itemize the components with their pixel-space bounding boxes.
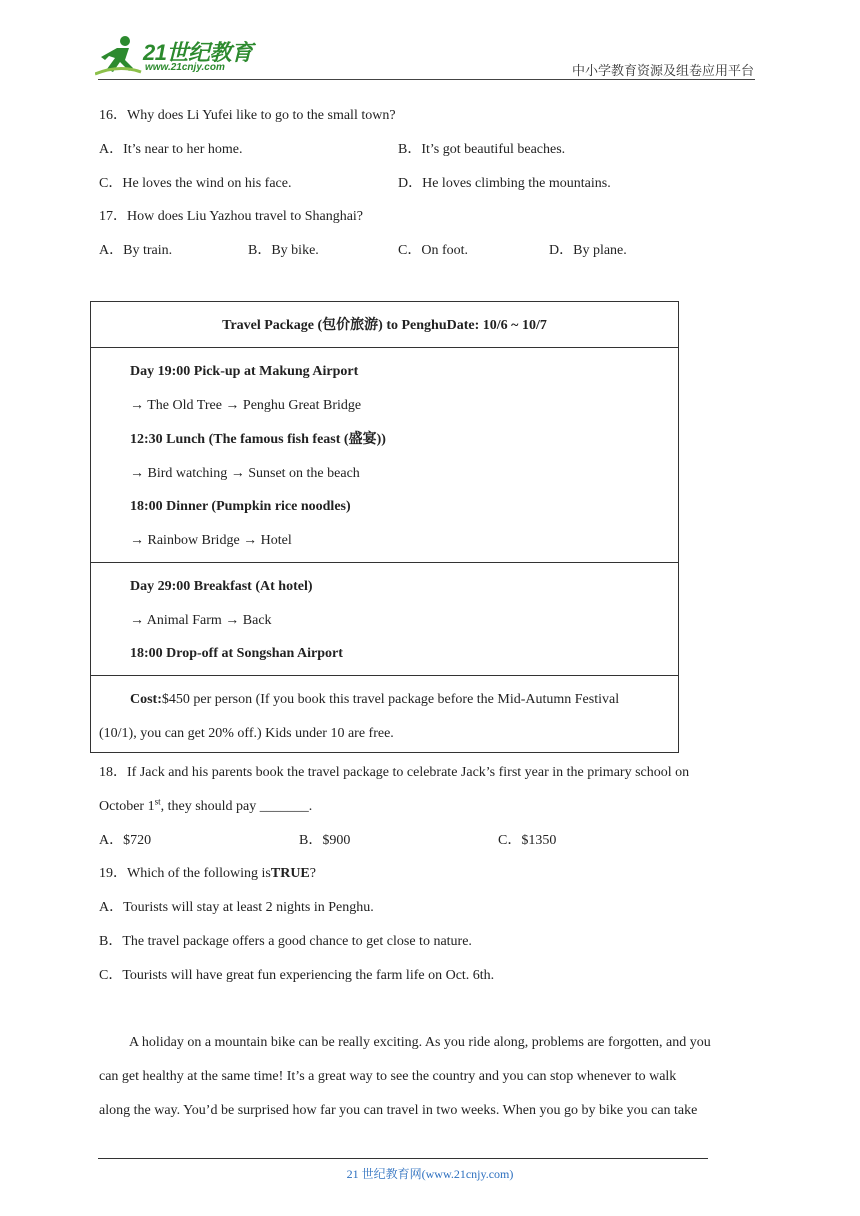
q19-option-a: A．Tourists will stay at least 2 nights in Penghu. <box>99 900 374 915</box>
day1-line: → Bird watching → Sunset on the beach <box>130 466 360 481</box>
day1-line: 12:30 Lunch (The famous fish feast (盛宴)) <box>130 432 386 447</box>
day2-line: 18:00 Drop-off at Songshan Airport <box>130 646 343 661</box>
table-row-divider <box>91 562 678 563</box>
q18-blank: , they should pay _______. <box>160 799 313 814</box>
q17-option-c: C．On foot. <box>398 243 468 258</box>
day2-line: → Animal Farm → Back <box>130 613 272 628</box>
cost-text: $450 per person (If you book this travel package before the Mid-Autumn Festival <box>161 692 620 707</box>
q19-option-b: B．The travel package offers a good chance to get close to nature. <box>99 934 472 949</box>
passage-line: along the way. You’d be surprised how far you can travel in two weeks. When you go by bike you can take <box>99 1103 698 1118</box>
day1-line: → The Old Tree → Penghu Great Bridge <box>130 398 362 413</box>
header-divider <box>98 79 755 80</box>
q16-option-d: D．He loves climbing the mountains. <box>398 176 611 191</box>
logo-url: www.21cnjy.com <box>145 62 225 73</box>
q17-option-a: A．By train. <box>99 243 173 258</box>
q18-option-a: A．$720 <box>99 833 152 848</box>
q19-question-text: 19．Which of the following is <box>99 866 271 881</box>
table-title: Travel Package (包价旅游) to PenghuDate: 10/6 ~ 10/7 <box>222 318 547 333</box>
table-row-divider <box>91 675 678 676</box>
q18-question-line1: 18．If Jack and his parents book the travel package to celebrate Jack’s first year in the primary school on <box>99 765 690 780</box>
cost-line-2: (10/1), you can get 20% off.) Kids under 10 are free. <box>99 726 394 741</box>
day1-line: → Rainbow Bridge → Hotel <box>130 533 292 548</box>
q18-date-suffix: st <box>154 796 161 807</box>
passage-line: A holiday on a mountain bike can be really exciting. As you ride along, problems are forgotten, and you <box>129 1035 711 1050</box>
q18-option-b: B．$900 <box>299 833 351 848</box>
table-row-divider <box>91 347 678 348</box>
q19-question-emphasis: TRUE <box>270 866 310 881</box>
travel-package-table <box>90 301 679 753</box>
q16-question: 16．Why does Li Yufei like to go to the small town? <box>99 108 396 123</box>
q18-date: October 1 <box>99 799 155 814</box>
q16-option-a: A．It’s near to her home. <box>99 142 243 157</box>
footer-link[interactable]: 21 世纪教育网(www.21cnjy.com) <box>346 1167 514 1181</box>
q19-question <box>99 865 316 883</box>
day2-line: Day 29:00 Breakfast (At hotel) <box>130 579 313 594</box>
cost-label: Cost: <box>130 692 162 707</box>
q16-option-b: B．It’s got beautiful beaches. <box>398 142 566 157</box>
q17-option-b: B．By bike. <box>248 243 319 258</box>
day1-line: 18:00 Dinner (Pumpkin rice noodles) <box>130 499 351 514</box>
cost-line-1 <box>130 691 619 709</box>
q19-option-c: C．Tourists will have great fun experiencing the farm life on Oct. 6th. <box>99 968 495 983</box>
runner-logo-icon <box>95 34 143 78</box>
q17-option-d: D．By plane. <box>549 243 627 258</box>
passage-line: can get healthy at the same time! It’s a great way to see the country and you can stop whenever to walk <box>99 1069 677 1084</box>
q19-question-mark: ? <box>309 866 316 881</box>
q18-question-line2 <box>99 798 312 816</box>
platform-name: 中小学教育资源及组卷应用平台 <box>571 64 754 79</box>
day1-line: Day 19:00 Pick-up at Makung Airport <box>130 364 359 379</box>
logo-text: 21世纪教育 <box>143 40 253 65</box>
q16-option-c: C．He loves the wind on his face. <box>99 176 292 191</box>
q18-option-c: C．$1350 <box>498 833 557 848</box>
site-logo <box>95 34 260 78</box>
q17-question: 17．How does Liu Yazhou travel to Shanghai? <box>99 209 364 224</box>
footer-divider <box>98 1158 708 1159</box>
